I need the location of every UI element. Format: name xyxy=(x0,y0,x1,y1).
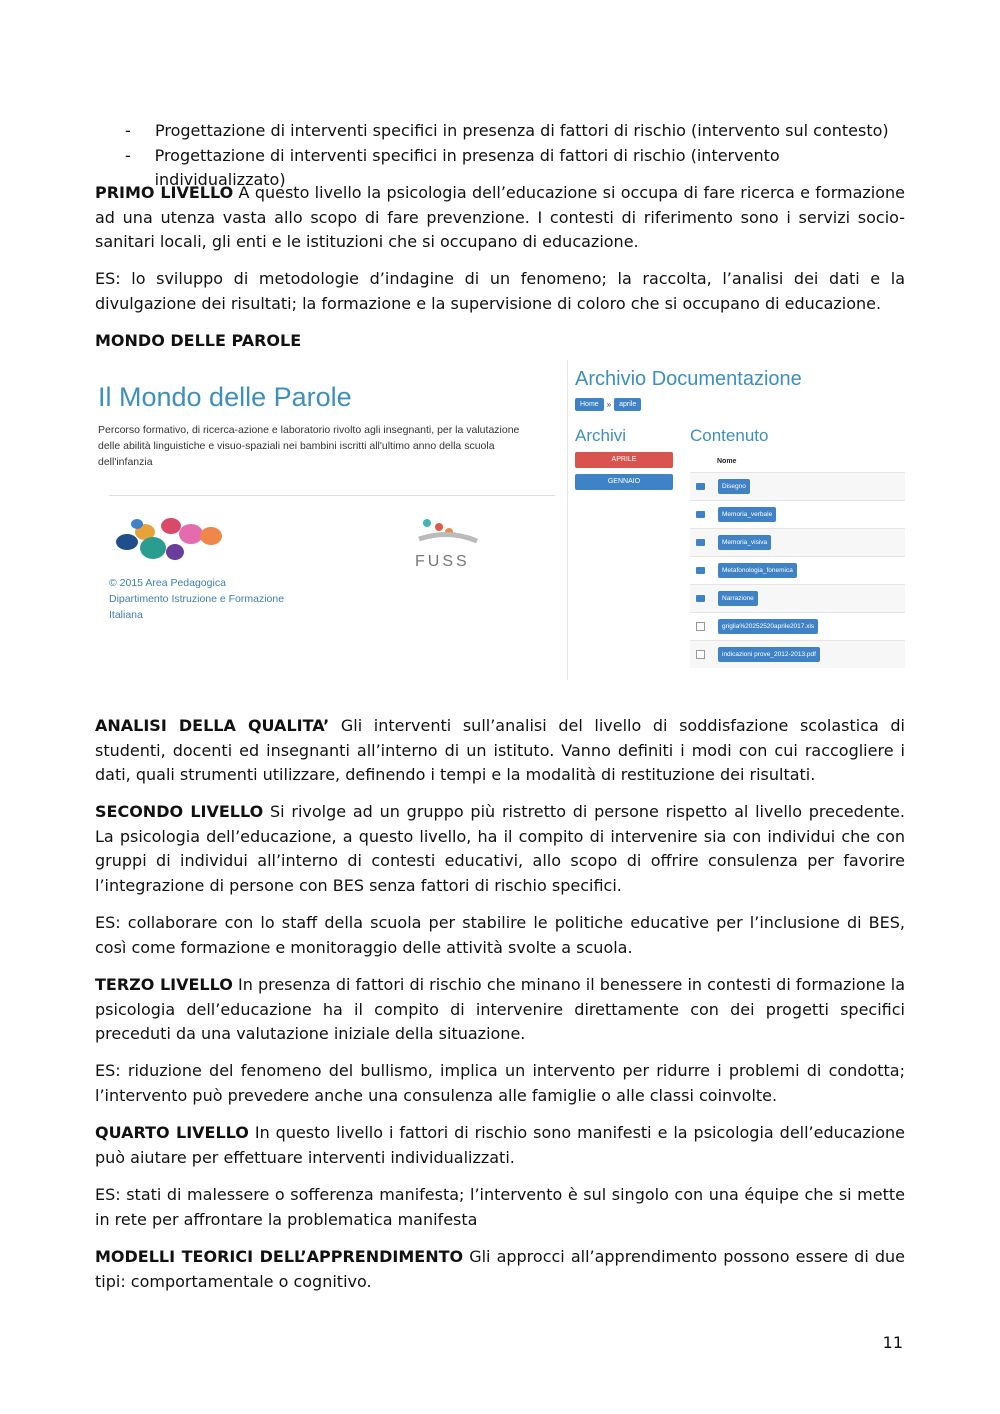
bullet-marker: - xyxy=(125,145,131,165)
paragraph-es-primo xyxy=(95,267,905,316)
folder-icon xyxy=(696,511,705,518)
paragraph-modelli-teorici xyxy=(95,1245,905,1294)
archive-panel xyxy=(573,360,905,680)
item-link[interactable]: Memoria_visiva xyxy=(718,535,771,550)
file-icon xyxy=(696,650,705,659)
figure-description: Percorso formativo, di ricerca-azione e laboratorio rivolto agli insegnanti, per la valutazione delle abilità linguistiche e visuo-spaziali nei bambini iscritti all'ultimo anno della scuola dell'infanzia xyxy=(98,424,520,468)
folder-icon xyxy=(696,483,705,490)
divider xyxy=(567,360,568,680)
paragraph-quarto-livello xyxy=(95,1121,905,1170)
item-link[interactable]: Disegno xyxy=(718,479,750,494)
breadcrumb-home[interactable]: Home xyxy=(575,398,604,411)
paragraph-primo-livello xyxy=(95,181,905,255)
paragraph-text: Si rivolge ad un gruppo più ristretto di persone rispetto al livello precedente. La psicologia dell’educazione, a questo livello, ha il compito di intervenire sia con individui che con gruppi di individui all’interno di contesti educativi, allo scopo di offrire consulenza per favorire l’integrazione di persone con BES senza fattori di rischio specifici. xyxy=(95,802,905,895)
breadcrumb-current[interactable]: aprile xyxy=(614,398,641,411)
file-icon xyxy=(696,622,705,631)
fuss-label: FUSS xyxy=(415,553,470,570)
heading-quarto-livello: QUARTO LIVELLO xyxy=(95,1123,249,1142)
paragraph-text: ES: collaborare con lo staff della scuola per stabilire le politiche educative per l’inclusione di BES, così come formazione e monitoraggio delle attività svolte a scuola. xyxy=(95,913,905,957)
folder-icon xyxy=(696,567,705,574)
page-number: 11 xyxy=(882,1333,903,1352)
paragraph-es-terzo xyxy=(95,1059,905,1108)
item-link[interactable]: Memoria_verbale xyxy=(718,507,776,522)
list-item[interactable] xyxy=(690,472,905,500)
folder-icon xyxy=(696,595,705,602)
aprile-button[interactable]: APRILE xyxy=(575,452,673,468)
paragraph-analisi-qualita xyxy=(95,714,905,788)
paragraph-text: A questo livello la psicologia dell’educazione si occupa di fare ricerca e formazione ad una utenza vasta allo scopo di fare prevenzione. I contesti di riferimento sono i servizi socio-sanitari locali, gli enti e le istituzioni che si occupano di educazione. xyxy=(95,183,905,251)
item-link[interactable]: Narrazione xyxy=(718,591,758,606)
list-item xyxy=(95,119,905,144)
figure-left-panel xyxy=(95,360,557,680)
contenuto-heading: Contenuto xyxy=(690,426,769,445)
item-link[interactable]: griglia%20252520aprile2017.xls xyxy=(718,619,818,634)
list-item[interactable] xyxy=(690,556,905,584)
gennaio-button[interactable]: GENNAIO xyxy=(575,474,673,490)
paragraph-secondo-livello xyxy=(95,800,905,898)
credit-line: © 2015 Area Pedagogica xyxy=(109,577,226,589)
list-item[interactable] xyxy=(690,584,905,612)
item-link[interactable]: Metafonologia_fonemica xyxy=(718,563,797,578)
heading-mondo-parole: MONDO DELLE PAROLE xyxy=(95,331,302,350)
paragraph-text: ES: lo sviluppo di metodologie d’indagine di un fenomeno; la raccolta, l’analisi dei dati e la divulgazione dei risultati; la formazione e la supervisione di coloro che si occupano di educazione. xyxy=(95,269,905,313)
figure-credit xyxy=(109,575,284,623)
list-item[interactable] xyxy=(690,500,905,528)
bullet-text: Progettazione di interventi specifici in presenza di fattori di rischio (intervento sul contesto) xyxy=(155,121,889,140)
paragraph-mondo-parole xyxy=(95,329,905,354)
paragraph-text: In presenza di fattori di rischio che minano il benessere in contesti di formazione la psicologia dell’educazione ha il compito di intervenire direttamente con dei progetti specifici preceduti da una valutazione iniziale della situazione. xyxy=(95,975,905,1043)
heading-modelli-teorici: MODELLI TEORICI DELL’APPRENDIMENTO xyxy=(95,1247,464,1266)
colorful-blobs-logo xyxy=(115,512,225,564)
paragraph-es-secondo xyxy=(95,911,905,960)
bullet-text: Progettazione di interventi specifici in presenza di fattori di rischio (intervento individualizzato) xyxy=(154,145,780,189)
breadcrumb xyxy=(575,398,641,411)
heading-primo-livello: PRIMO LIVELLO xyxy=(95,183,234,202)
heading-terzo-livello: TERZO LIVELLO xyxy=(95,975,233,994)
credit-line: Italiana xyxy=(109,609,143,621)
archive-title: Archivio Documentazione xyxy=(575,368,802,390)
mondo-parole-figure xyxy=(95,360,905,680)
item-link[interactable]: indicazioni prove_2012-2013.pdf xyxy=(718,647,820,662)
content-list xyxy=(690,472,905,668)
paragraph-text: In questo livello i fattori di rischio sono manifesti e la psicologia dell’educazione può aiutare per effettuare interventi individualizzati. xyxy=(95,1123,905,1167)
paragraph-text: Gli interventi sull’analisi del livello di soddisfazione scolastica di studenti, docenti ed insegnanti all’interno di un istituto. Vanno definiti i modi con cui raccogliere i dati, quali strumenti utilizzare, definendo i tempi e la modalità di restituzione dei risultati. xyxy=(95,716,906,784)
list-item[interactable] xyxy=(690,640,905,668)
archivi-heading: Archivi xyxy=(575,426,627,445)
paragraph-text: Gli approcci all’apprendimento possono essere di due tipi: comportamentale o cognitivo. xyxy=(95,1247,905,1291)
paragraph-terzo-livello xyxy=(95,973,905,1047)
divider xyxy=(109,495,555,496)
paragraph-es-quarto xyxy=(95,1183,905,1232)
heading-analisi-qualita: ANALISI DELLA QUALITA’ xyxy=(95,716,330,735)
column-header-nome: Nome xyxy=(717,458,737,465)
paragraph-text: ES: stati di malessere o sofferenza manifesta; l’intervento è sul singolo con una équipe che si mette in rete per affrontare la problematica manifesta xyxy=(95,1185,905,1229)
credit-line: Dipartimento Istruzione e Formazione xyxy=(109,593,285,605)
bullet-marker: - xyxy=(125,121,131,140)
breadcrumb-separator: » xyxy=(606,400,612,409)
folder-icon xyxy=(696,539,705,546)
list-item[interactable] xyxy=(690,612,905,640)
figure-title: Il Mondo delle Parole xyxy=(98,382,352,412)
paragraph-text: ES: riduzione del fenomeno del bullismo, implica un intervento per ridurre i problemi di condotta; l’intervento può prevedere anche una consulenza alle famiglie o alle classi coinvolte. xyxy=(95,1061,905,1105)
heading-secondo-livello: SECONDO LIVELLO xyxy=(95,802,264,821)
list-item[interactable] xyxy=(690,528,905,556)
